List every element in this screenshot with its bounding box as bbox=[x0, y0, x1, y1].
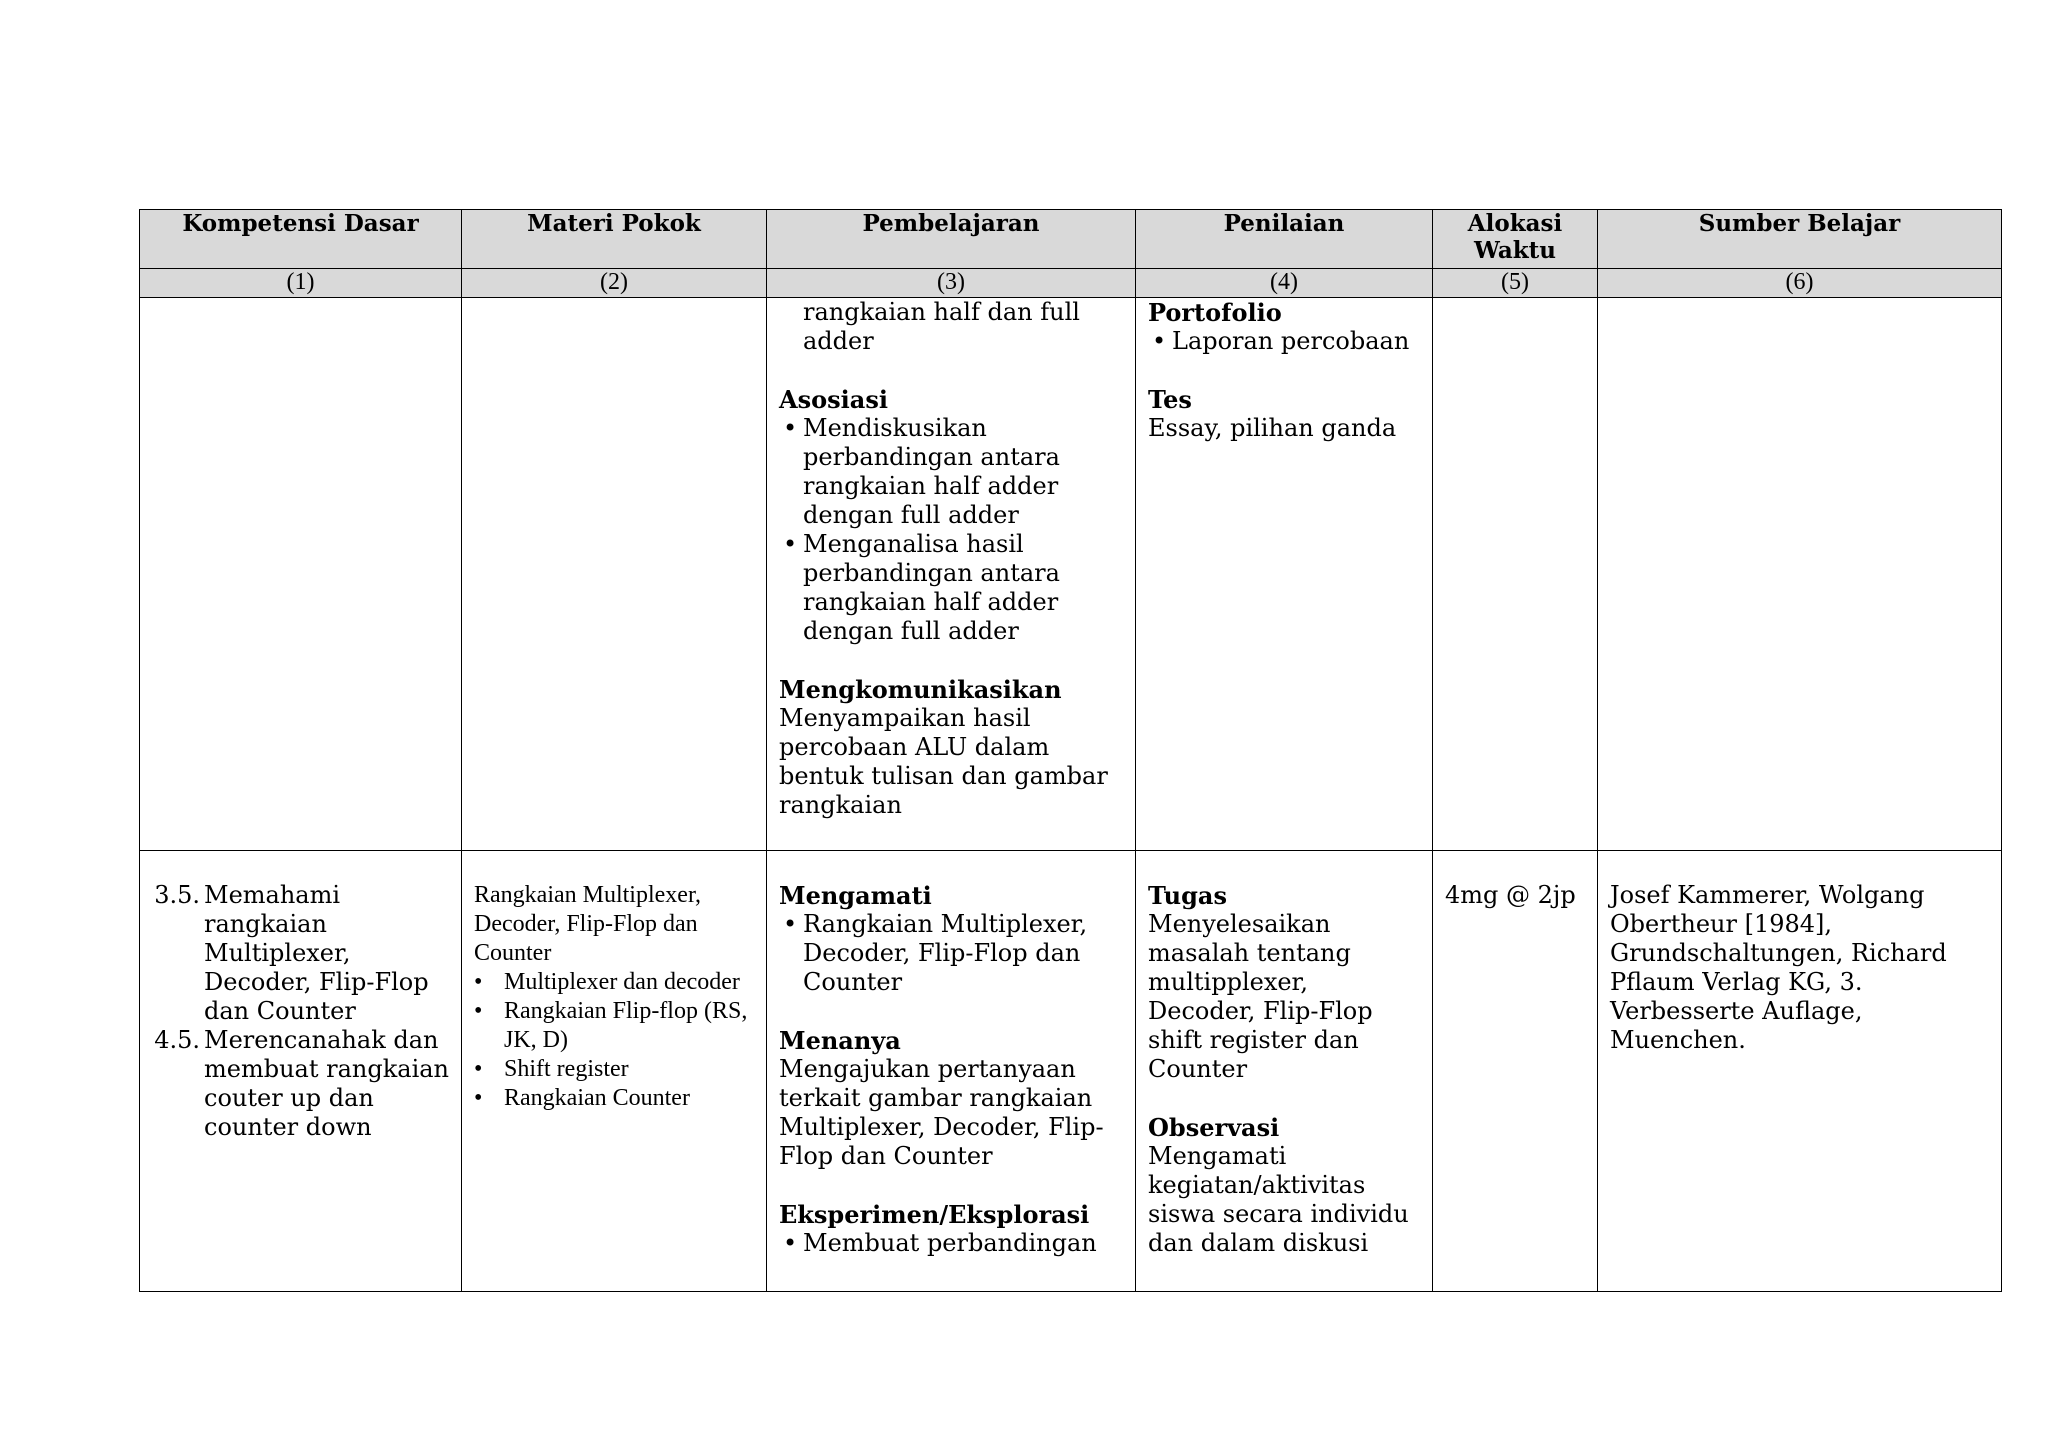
cell-pembelajaran bbox=[767, 298, 1136, 851]
cell-penilaian bbox=[1136, 298, 1433, 851]
header-sumber-belajar: Sumber Belajar bbox=[1598, 210, 2002, 269]
observasi-text: Mengamati kegiatan/aktivitas siswa secara individu dan dalam diskusi bbox=[1148, 1142, 1409, 1257]
asosiasi-list bbox=[779, 414, 1123, 646]
cell-alokasi-waktu bbox=[1433, 298, 1598, 851]
cell-sumber-belajar bbox=[1598, 298, 2002, 851]
tes-text: Essay, pilihan ganda bbox=[1148, 414, 1397, 442]
cell-sumber-belajar bbox=[1598, 851, 2002, 1292]
column-number-row bbox=[140, 269, 2002, 298]
list-item: • Mendiskusikan perbandingan antara rangkaian half adder dengan full adder bbox=[779, 414, 1123, 530]
table-row bbox=[140, 298, 2002, 851]
mengkomunikasikan-heading: Mengkomunikasikan bbox=[779, 675, 1062, 704]
portofolio-heading: Portofolio bbox=[1148, 298, 1282, 327]
sumber-belajar-text: Josef Kammerer, Wolgang Obertheur [1984], Grundschaltungen, Richard Pflaum Verlag KG, 3. Verbesserte Auflage, Muenchen. bbox=[1610, 881, 1947, 1054]
table-row bbox=[140, 851, 2002, 1292]
eksperimen-heading: Eksperimen/Eksplorasi bbox=[779, 1200, 1090, 1229]
materi-list bbox=[474, 968, 754, 1113]
mengamati-list bbox=[779, 910, 1123, 997]
header-row bbox=[140, 210, 2002, 269]
observasi-heading: Observasi bbox=[1148, 1113, 1280, 1142]
cell-alokasi-waktu bbox=[1433, 851, 1598, 1292]
kompetensi-text: Merencanahak dan membuat rangkaian couter up dan counter down bbox=[204, 1026, 450, 1141]
eksperimen-list bbox=[779, 1229, 1123, 1258]
column-number: (4) bbox=[1136, 269, 1433, 298]
cell-materi-pokok bbox=[462, 298, 767, 851]
mengkomunikasikan-text: Menyampaikan hasil percobaan ALU dalam bentuk tulisan dan gambar rangkaian bbox=[779, 704, 1108, 819]
mengamati-heading: Mengamati bbox=[779, 881, 932, 910]
menanya-text: Mengajukan pertanyaan terkait gambar rangkaian Multiplexer, Decoder, Flip-Flop dan Counter bbox=[779, 1055, 1104, 1170]
list-item: • Menganalisa hasil perbandingan antara rangkaian half adder dengan full adder bbox=[779, 530, 1123, 646]
column-number: (3) bbox=[767, 269, 1136, 298]
header-pembelajaran: Pembelajaran bbox=[767, 210, 1136, 269]
column-number: (1) bbox=[140, 269, 462, 298]
tugas-text: Menyelesaikan masalah tentang multipplexer, Decoder, Flip-Flop shift register dan Counter bbox=[1148, 910, 1373, 1083]
list-item: • Rangkaian Counter bbox=[474, 1084, 754, 1113]
cell-kompetensi-dasar bbox=[140, 851, 462, 1292]
column-number: (2) bbox=[462, 269, 767, 298]
portofolio-list bbox=[1148, 327, 1420, 356]
list-item: • Shift register bbox=[474, 1055, 754, 1084]
tes-heading: Tes bbox=[1148, 385, 1192, 414]
header-materi-pokok: Materi Pokok bbox=[462, 210, 767, 269]
list-item bbox=[152, 1026, 449, 1142]
header-kompetensi-dasar: Kompetensi Dasar bbox=[140, 210, 462, 269]
continued-text: rangkaian half dan full adder bbox=[803, 298, 1080, 355]
kompetensi-number: 4.5. bbox=[154, 1026, 200, 1054]
header-alokasi-waktu: Alokasi Waktu bbox=[1433, 210, 1598, 269]
alokasi-waktu-value: 4mg @ 2jp bbox=[1445, 881, 1576, 909]
materi-intro: Rangkaian Multiplexer, Decoder, Flip-Flop dan Counter bbox=[474, 882, 701, 966]
cell-pembelajaran bbox=[767, 851, 1136, 1292]
menanya-heading: Menanya bbox=[779, 1026, 901, 1055]
column-number: (6) bbox=[1598, 269, 2002, 298]
list-item: • Rangkaian Flip-flop (RS, JK, D) bbox=[474, 997, 754, 1055]
header-penilaian: Penilaian bbox=[1136, 210, 1433, 269]
cell-kompetensi-dasar bbox=[140, 298, 462, 851]
asosiasi-heading: Asosiasi bbox=[779, 385, 888, 414]
list-item bbox=[152, 881, 449, 1026]
cell-materi-pokok bbox=[462, 851, 767, 1292]
kompetensi-list bbox=[152, 881, 449, 1142]
kompetensi-number: 3.5. bbox=[154, 881, 200, 909]
list-item: • Rangkaian Multiplexer, Decoder, Flip-Flop dan Counter bbox=[779, 910, 1123, 997]
list-item: • Laporan percobaan bbox=[1148, 327, 1420, 356]
cell-penilaian bbox=[1136, 851, 1433, 1292]
column-number: (5) bbox=[1433, 269, 1598, 298]
tugas-heading: Tugas bbox=[1148, 881, 1227, 910]
kompetensi-text: Memahami rangkaian Multiplexer, Decoder, Flip-Flop dan Counter bbox=[204, 881, 429, 1025]
list-item: • Membuat perbandingan bbox=[779, 1229, 1123, 1258]
syllabus-table bbox=[139, 209, 2002, 1292]
list-item: • Multiplexer dan decoder bbox=[474, 968, 754, 997]
